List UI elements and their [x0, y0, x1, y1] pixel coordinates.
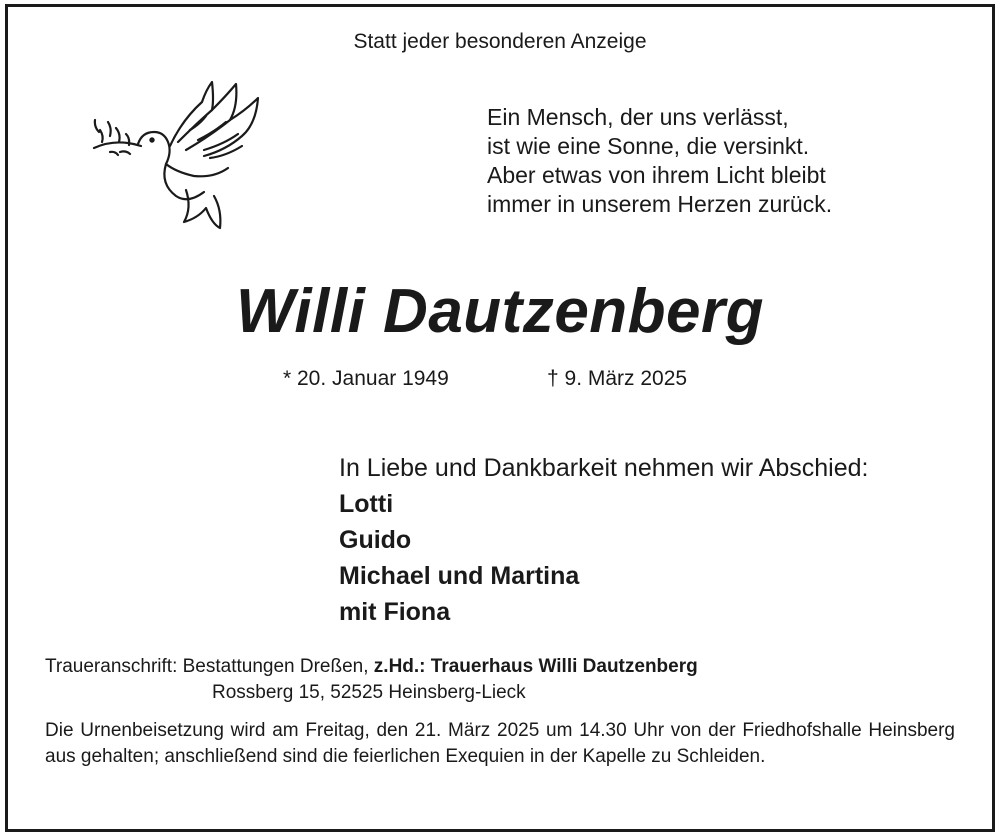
verse-line: Ein Mensch, der uns verlässt,: [487, 104, 789, 130]
address-street: Rossberg 15, 52525 Heinsberg-Lieck: [212, 682, 526, 703]
dove-icon: [86, 80, 261, 235]
address-company: Bestattungen Dreßen,: [182, 656, 369, 677]
header-text: Statt jeder besonderen Anzeige: [353, 30, 647, 53]
birth-date: * 20. Januar 1949: [283, 367, 449, 390]
family-member: Guido: [339, 526, 412, 554]
family-list: [339, 486, 579, 630]
verse-line: immer in unserem Herzen zurück.: [487, 191, 833, 217]
mourning-address: [45, 656, 698, 678]
family-member: Lotti: [339, 490, 394, 518]
memorial-verse: [487, 103, 832, 219]
death-date: † 9. März 2025: [547, 367, 688, 390]
address-label: Traueranschrift:: [45, 656, 178, 677]
family-member: Michael und Martina: [339, 562, 580, 590]
family-member: mit Fiona: [339, 598, 451, 626]
address-attention: z.Hd.: Trauerhaus Willi Dautzenberg: [373, 656, 698, 677]
farewell-text: In Liebe und Dankbarkeit nehmen wir Abschied:: [339, 454, 869, 482]
verse-line: ist wie eine Sonne, die versinkt.: [487, 133, 810, 159]
funeral-notice: Die Urnenbeisetzung wird am Freitag, den 21. März 2025 um 14.30 Uhr von der Friedhofshalle Heinsberg aus gehalten; anschließend sind die feierlichen Exequien in der Kapelle zu Schleiden.: [45, 720, 955, 767]
verse-line: Aber etwas von ihrem Licht bleibt: [487, 162, 826, 188]
deceased-name: Willi Dautzenberg: [235, 277, 765, 346]
